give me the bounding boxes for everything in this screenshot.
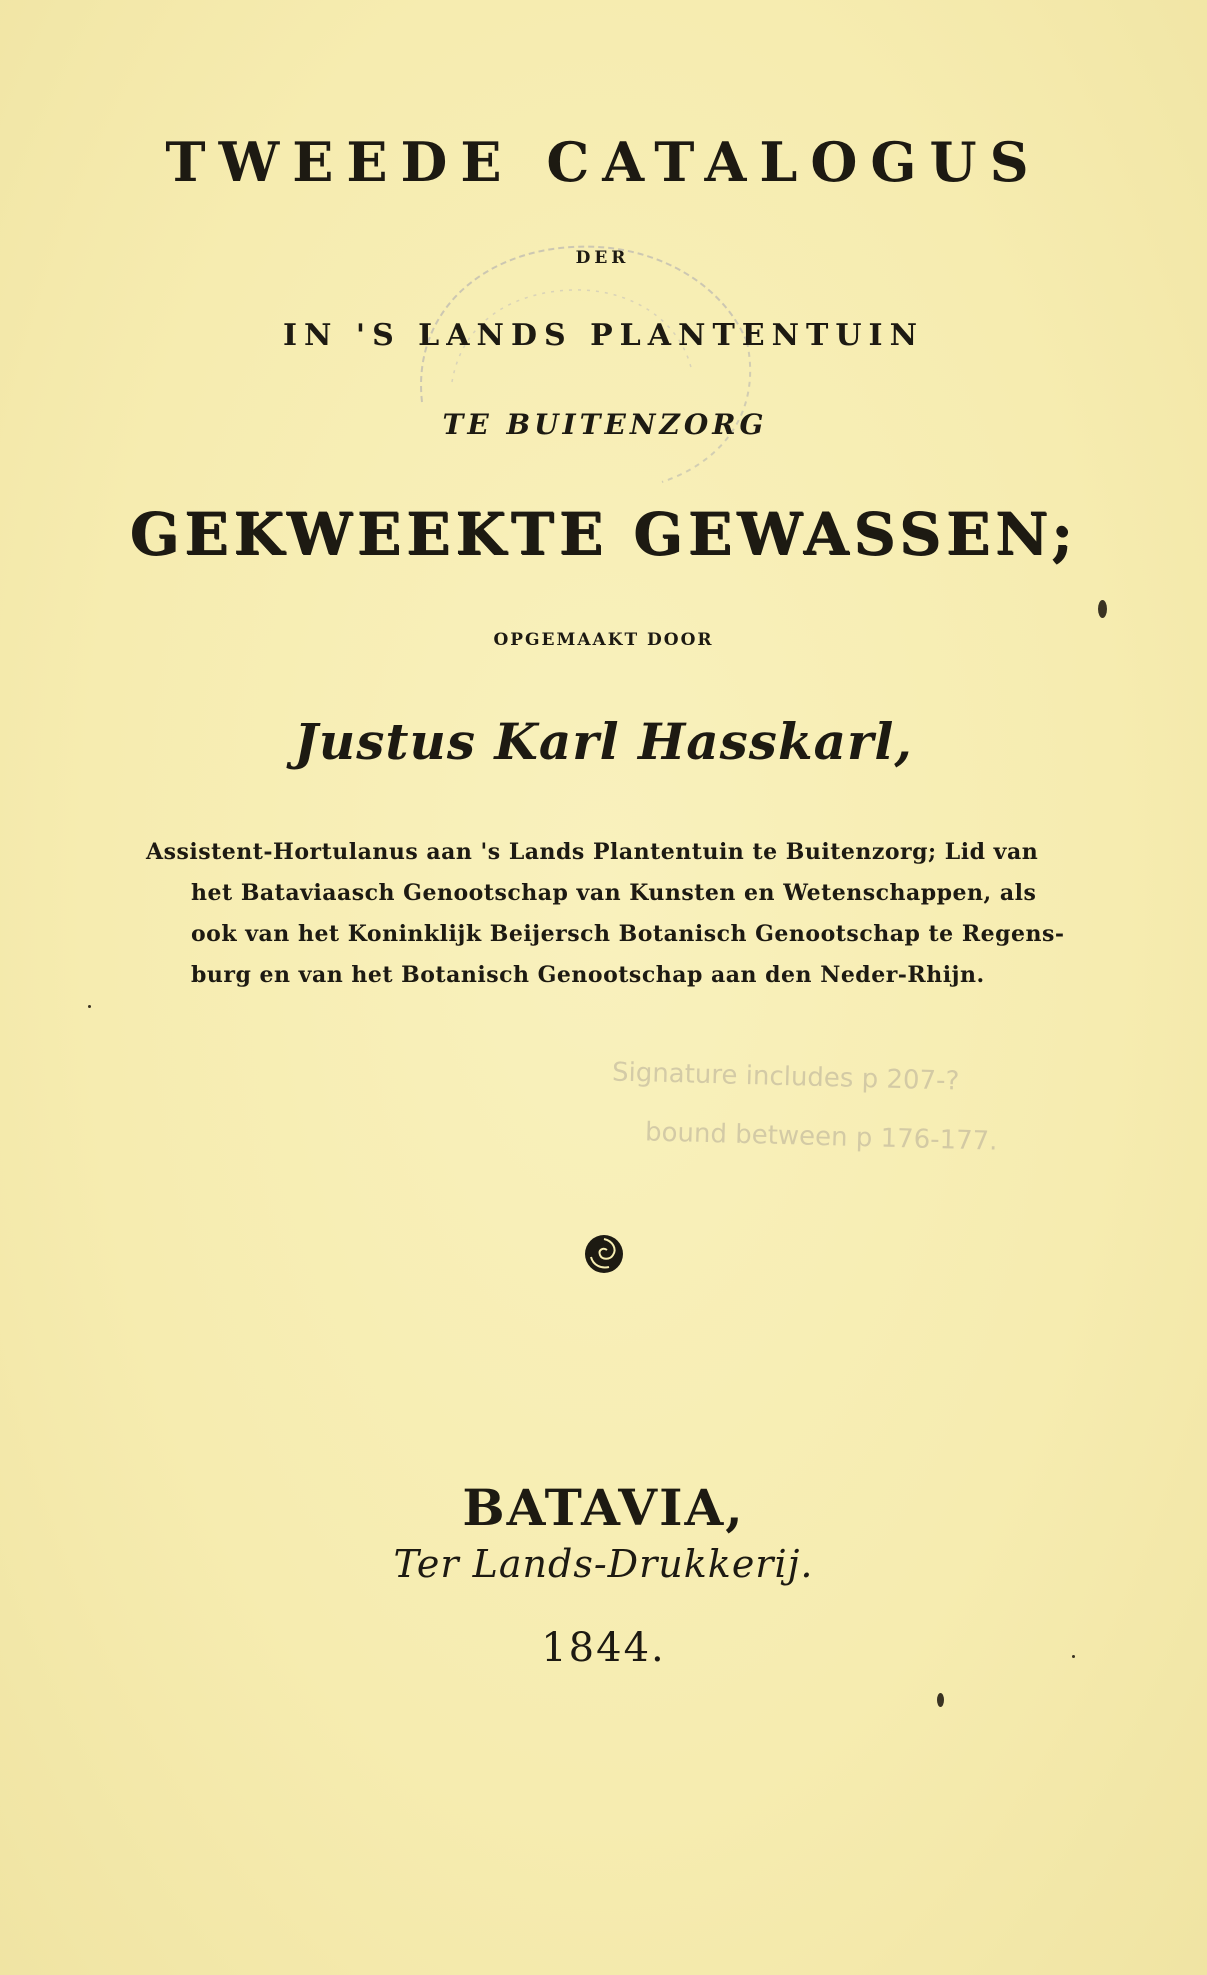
title-line-2: DER [575,248,630,268]
library-stamp [392,232,772,492]
imprint-place: BATAVIA, [462,1478,745,1537]
title-line-6: OPGEMAAKT DOOR [493,630,714,650]
pencil-annotation-1: Signature includes p 207-? [611,1057,960,1097]
ink-speck [88,1005,91,1008]
pencil-annotation-2: bound between p 176-177. [644,1117,998,1157]
imprint-year: 1844. [541,1625,666,1671]
author-description [146,832,1066,996]
title-line-5: GEKWEEKTE GEWASSEN; [129,500,1078,568]
description-line-1: Assistent-Hortulanus aan 's Lands Plantentuin te Buitenzorg; Lid van [146,839,1039,865]
title-line-1: TWEEDE CATALOGUS [165,130,1042,194]
ink-speck [1072,1655,1075,1658]
description-line-3: ook van het Koninklijk Beijersch Botanisch Genootschap te Regens- [191,921,1065,947]
title-line-3: IN 'S LANDS PLANTENTUIN [282,318,924,353]
description-line-4: burg en van het Botanisch Genootschap aan den Neder-Rhijn. [191,962,985,988]
printer-ornament-icon [583,1233,625,1275]
ink-speck [937,1693,944,1707]
imprint-printer: Ter Lands-Drukkerij. [393,1542,814,1586]
description-line-2: het Bataviaasch Genootschap van Kunsten en Wetenschappen, als [191,880,1037,906]
author-name: Justus Karl Hasskarl, [294,712,913,771]
title-line-4: TE BUITENZORG [442,408,768,441]
ink-speck [1098,600,1107,618]
